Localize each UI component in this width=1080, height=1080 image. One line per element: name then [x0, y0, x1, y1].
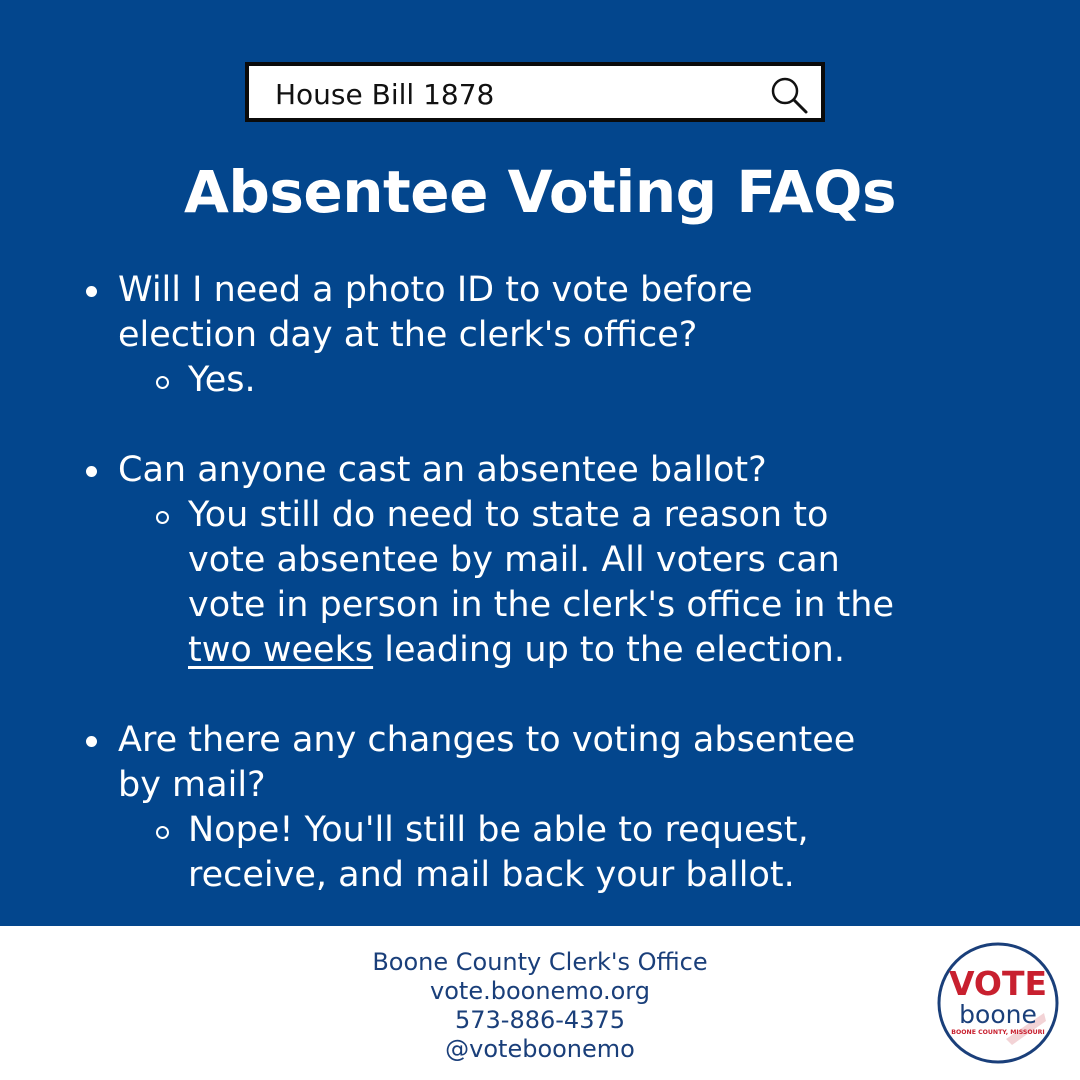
logo-boone-text: boone [959, 1000, 1037, 1029]
logo-county-text: BOONE COUNTY, MISSOURI [951, 1029, 1045, 1036]
question-line: Will I need a photo ID to vote before [118, 270, 753, 310]
search-icon[interactable] [769, 75, 809, 115]
search-query: House Bill 1878 [275, 78, 495, 111]
faq-list [80, 268, 1040, 898]
bullet-dot [86, 736, 97, 747]
website-link[interactable]: vote.boonemo.org [430, 977, 650, 1005]
answer-line [188, 628, 1040, 673]
bullet-dot [86, 286, 97, 297]
answer-line: Nope! You'll still be able to request, [188, 810, 809, 850]
search-bar[interactable] [245, 62, 825, 122]
answer-line: You still do need to state a reason to [188, 495, 829, 535]
answer-line: receive, and mail back your ballot. [188, 855, 795, 895]
logo-vote-text: VOTE [948, 964, 1048, 1003]
faq-item [80, 718, 1040, 898]
page-title: Absentee Voting FAQs [184, 158, 896, 226]
faq-question [80, 448, 1040, 493]
two-weeks-emphasis: two weeks [188, 630, 374, 670]
question-line: by mail? [118, 765, 266, 805]
answer-line: Yes. [188, 360, 256, 400]
contact-info [0, 948, 1080, 1064]
faq-answer [80, 358, 1040, 403]
faq-answer [80, 808, 1040, 898]
footer [0, 926, 1080, 1080]
answer-line: vote absentee by mail. All voters can [188, 540, 840, 580]
bullet-circle [156, 511, 169, 524]
bullet-circle [156, 376, 169, 389]
vote-boone-logo [936, 941, 1060, 1065]
faq-question [80, 268, 1040, 358]
answer-line-rest: leading up to the election. [373, 630, 845, 670]
social-handle: @voteboonemo [445, 1035, 635, 1063]
question-line: Can anyone cast an absentee ballot? [118, 450, 767, 490]
faq-item [80, 268, 1040, 403]
question-line: Are there any changes to voting absentee [118, 720, 856, 760]
bullet-circle [156, 826, 169, 839]
org-name: Boone County Clerk's Office [372, 948, 708, 976]
faq-item [80, 448, 1040, 673]
faq-answer [80, 493, 1040, 673]
question-line: election day at the clerk's office? [118, 315, 698, 355]
bullet-dot [86, 466, 97, 477]
answer-line: vote in person in the clerk's office in the [188, 585, 894, 625]
faq-question [80, 718, 1040, 808]
phone-number: 573-886-4375 [454, 1006, 625, 1034]
